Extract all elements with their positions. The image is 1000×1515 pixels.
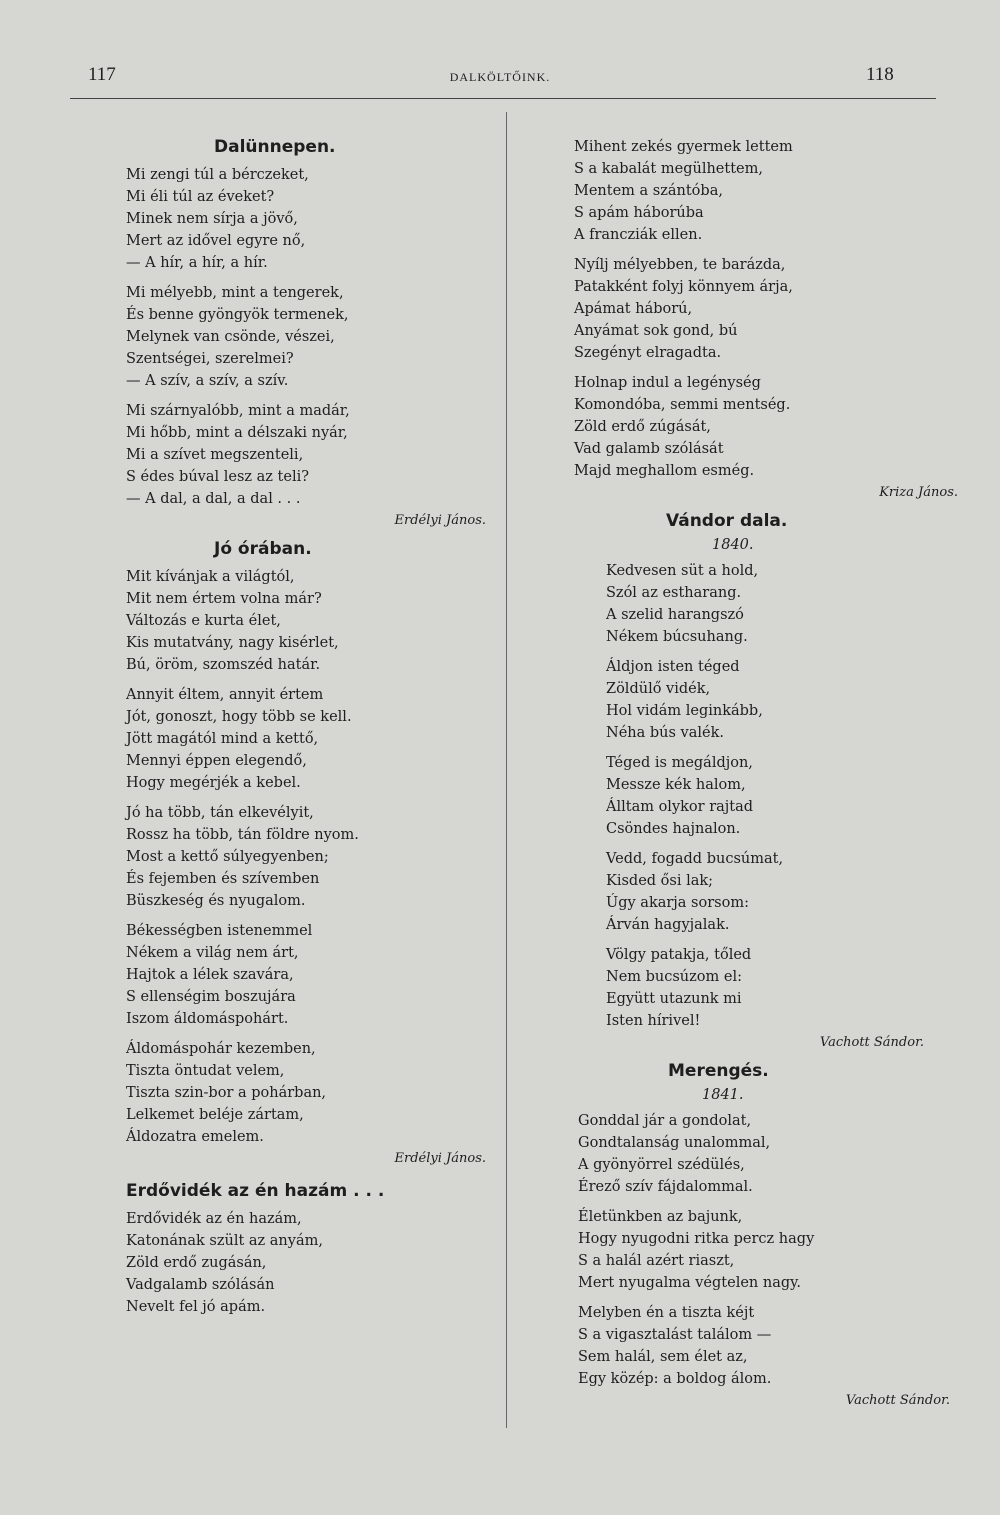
verse-line: Minek nem sírja a jövő, bbox=[126, 211, 298, 227]
verse-line: Nékem a világ nem árt, bbox=[126, 945, 299, 961]
verse-line: — A hír, a hír, a hír. bbox=[126, 255, 268, 271]
verse-line: Most a kettő súlyegyenben; bbox=[126, 849, 329, 865]
verse-line: Nékem búcsuhang. bbox=[606, 629, 748, 645]
poem-title: Vándor dala. bbox=[666, 511, 788, 531]
verse-line: Majd meghallom esmég. bbox=[574, 463, 755, 479]
stanza bbox=[574, 1302, 944, 1390]
verse-line: Nevelt fel jó apám. bbox=[126, 1299, 266, 1315]
verse-line: Holnap indul a legénység bbox=[574, 375, 761, 391]
verse-line: Kisded ősi lak; bbox=[606, 873, 714, 889]
right-column bbox=[574, 136, 958, 1418]
verse-line: Messze kék halom, bbox=[606, 777, 746, 793]
poem-title: Dalünnepen. bbox=[214, 137, 336, 157]
header-rule bbox=[70, 98, 936, 99]
stanza bbox=[574, 944, 944, 1032]
verse-line: Nyílj mélyebben, te barázda, bbox=[574, 257, 786, 273]
verse-line: Büszkeség és nyugalom. bbox=[126, 893, 306, 909]
verse-line: S a halál azért riaszt, bbox=[578, 1253, 735, 1269]
verse-line: Zöld erdő zugásán, bbox=[126, 1255, 267, 1271]
running-head-title: DALKÖLTŐINK. bbox=[449, 70, 551, 84]
verse-line: Tiszta szin-bor a pohárban, bbox=[126, 1085, 327, 1101]
verse-line: Patakként folyj könnyem árja, bbox=[574, 279, 793, 295]
verse-line: Zöld erdő zúgását, bbox=[574, 419, 711, 435]
verse-line: Életünkben az bajunk, bbox=[578, 1209, 743, 1225]
stanza bbox=[574, 560, 944, 648]
stanza bbox=[574, 848, 944, 936]
verse-line: Érező szív fájdalommal. bbox=[578, 1179, 753, 1195]
verse-line: És benne gyöngyök termenek, bbox=[126, 307, 349, 323]
verse-line: Kedvesen süt a hold, bbox=[606, 563, 759, 579]
verse-line: Mi szárnyalóbb, mint a madár, bbox=[126, 403, 350, 419]
stanza bbox=[126, 164, 496, 274]
poem-erdovidek bbox=[126, 1180, 496, 1318]
verse-line: Hogy megérjék a kebel. bbox=[126, 775, 301, 791]
verse-line: Áldjon isten téged bbox=[606, 659, 740, 675]
poem-author: Erdélyi János. bbox=[394, 1151, 486, 1166]
stanza bbox=[126, 920, 496, 1030]
verse-line: Hol vidám leginkább, bbox=[606, 703, 763, 719]
stanza bbox=[574, 136, 944, 246]
verse-line: Katonának szült az anyám, bbox=[126, 1233, 323, 1249]
poem-year: 1841. bbox=[702, 1087, 744, 1103]
poem-title: Merengés. bbox=[668, 1061, 769, 1081]
verse-line: — A szív, a szív, a szív. bbox=[126, 373, 289, 389]
column-divider bbox=[506, 112, 507, 1428]
verse-line: Sem halál, sem élet az, bbox=[578, 1349, 748, 1365]
verse-line: Bú, öröm, szomszéd határ. bbox=[126, 657, 321, 673]
verse-line: Mi mélyebb, mint a tengerek, bbox=[126, 285, 344, 301]
poem-title: Jó órában. bbox=[214, 539, 312, 559]
poem-author: Vachott Sándor. bbox=[845, 1393, 950, 1408]
verse-line: Jött magától mind a kettő, bbox=[126, 731, 319, 747]
verse-line: Vedd, fogadd bucsúmat, bbox=[606, 851, 784, 867]
verse-line: Hogy nyugodni ritka percz hagy bbox=[578, 1231, 815, 1247]
stanza bbox=[574, 372, 944, 482]
verse-line: Jó ha több, tán elkevélyit, bbox=[126, 805, 314, 821]
verse-line: S ellenségim boszujára bbox=[126, 989, 296, 1005]
verse-line: S a vigasztalást találom — bbox=[578, 1327, 772, 1343]
verse-line: És fejemben és szívemben bbox=[126, 871, 320, 887]
verse-line: S a kabalát megülhettem, bbox=[574, 161, 763, 177]
right-page-number: 118 bbox=[866, 64, 894, 85]
verse-line: Völgy patakja, tőled bbox=[606, 947, 752, 963]
verse-line: Zöldülő vidék, bbox=[606, 681, 711, 697]
verse-line: — A dal, a dal, a dal . . . bbox=[126, 491, 301, 507]
verse-line: Áldomáspohár kezemben, bbox=[126, 1041, 316, 1057]
stanza bbox=[126, 1038, 496, 1148]
verse-line: Annyit éltem, annyit értem bbox=[126, 687, 324, 703]
verse-line: A szelid harangszó bbox=[606, 607, 744, 623]
verse-line: Jót, gonoszt, hogy több se kell. bbox=[126, 709, 352, 725]
verse-line: Nem bucsúzom el: bbox=[606, 969, 742, 985]
verse-line: Árván hagyjalak. bbox=[606, 917, 730, 933]
poem-jo-oraban bbox=[126, 538, 496, 1170]
poem-title: Erdővidék az én hazám . . . bbox=[126, 1181, 385, 1201]
verse-line: Melynek van csönde, vészei, bbox=[126, 329, 335, 345]
stanza bbox=[574, 1206, 944, 1294]
stanza bbox=[126, 1208, 496, 1318]
verse-line: Apámat háború, bbox=[574, 301, 693, 317]
verse-line: Mihent zekés gyermek lettem bbox=[574, 139, 793, 155]
verse-line: Vad galamb szólását bbox=[574, 441, 724, 457]
verse-line: Erdővidék az én hazám, bbox=[126, 1211, 302, 1227]
verse-line: Mert nyugalma végtelen nagy. bbox=[578, 1275, 802, 1291]
stanza bbox=[126, 400, 496, 510]
stanza bbox=[126, 282, 496, 392]
verse-line: Mi zengi túl a bérczeket, bbox=[126, 167, 309, 183]
stanza bbox=[574, 1110, 944, 1198]
verse-line: A francziák ellen. bbox=[574, 227, 703, 243]
verse-line: Mentem a szántóba, bbox=[574, 183, 723, 199]
verse-line: Kis mutatvány, nagy kisérlet, bbox=[126, 635, 339, 651]
verse-line: Egy közép: a boldog álom. bbox=[578, 1371, 772, 1387]
poem-dalunnepen bbox=[126, 136, 496, 532]
poem-erdovidek-cont bbox=[574, 136, 958, 504]
verse-line: Néha bús valék. bbox=[606, 725, 724, 741]
verse-line: Vadgalamb szólásán bbox=[126, 1277, 275, 1293]
verse-line: Mert az idővel egyre nő, bbox=[126, 233, 306, 249]
verse-line: Szól az estharang. bbox=[606, 585, 742, 601]
poem-year: 1840. bbox=[712, 537, 754, 553]
running-head bbox=[0, 64, 1000, 96]
poem-author: Kriza János. bbox=[879, 485, 958, 500]
verse-line: Komondóba, semmi mentség. bbox=[574, 397, 791, 413]
verse-line: Együtt utazunk mi bbox=[606, 991, 742, 1007]
left-page-number: 117 bbox=[88, 64, 116, 85]
poem-author: Vachott Sándor. bbox=[819, 1035, 924, 1050]
verse-line: A gyönyörrel szédülés, bbox=[578, 1157, 745, 1173]
verse-line: Változás e kurta élet, bbox=[126, 613, 281, 629]
stanza bbox=[574, 656, 944, 744]
verse-line: Melyben én a tiszta kéjt bbox=[578, 1305, 755, 1321]
verse-line: Lelkemet beléje zártam, bbox=[126, 1107, 304, 1123]
verse-line: Szegényt elragadta. bbox=[574, 345, 722, 361]
verse-line: Tiszta öntudat velem, bbox=[126, 1063, 285, 1079]
verse-line: Áldozatra emelem. bbox=[126, 1129, 264, 1145]
stanza bbox=[126, 566, 496, 676]
verse-line: Mi a szívet megszenteli, bbox=[126, 447, 304, 463]
verse-line: Mit nem értem volna már? bbox=[126, 591, 322, 607]
verse-line: Iszom áldomáspohárt. bbox=[126, 1011, 289, 1027]
verse-line: Mi éli túl az éveket? bbox=[126, 189, 275, 205]
verse-line: S apám háborúba bbox=[574, 205, 704, 221]
left-column bbox=[126, 136, 496, 1326]
stanza bbox=[126, 802, 496, 912]
verse-line: Szentségei, szerelmei? bbox=[126, 351, 294, 367]
verse-line: Csöndes hajnalon. bbox=[606, 821, 741, 837]
verse-line: Rossz ha több, tán földre nyom. bbox=[126, 827, 359, 843]
verse-line: Mit kívánjak a világtól, bbox=[126, 569, 295, 585]
poem-author: Erdélyi János. bbox=[394, 513, 486, 528]
verse-line: Anyámat sok gond, bú bbox=[574, 323, 738, 339]
verse-line: Isten hírivel! bbox=[606, 1013, 701, 1029]
verse-line: Hajtok a lélek szavára, bbox=[126, 967, 294, 983]
poem-merenges bbox=[574, 1060, 950, 1412]
verse-line: Mennyi éppen elegendő, bbox=[126, 753, 307, 769]
stanza bbox=[574, 752, 944, 840]
verse-line: Békességben istenemmel bbox=[126, 923, 313, 939]
stanza bbox=[126, 684, 496, 794]
verse-line: S édes búval lesz az teli? bbox=[126, 469, 309, 485]
verse-line: Mi hőbb, mint a délszaki nyár, bbox=[126, 425, 348, 441]
poem-vandor-dala bbox=[574, 510, 944, 1054]
verse-line: Téged is megáldjon, bbox=[606, 755, 753, 771]
stanza bbox=[574, 254, 944, 364]
verse-line: Gonddal jár a gondolat, bbox=[578, 1113, 752, 1129]
verse-line: Gondtalanság unalommal, bbox=[578, 1135, 771, 1151]
verse-line: Álltam olykor rajtad bbox=[606, 799, 754, 815]
verse-line: Úgy akarja sorsom: bbox=[606, 895, 749, 911]
